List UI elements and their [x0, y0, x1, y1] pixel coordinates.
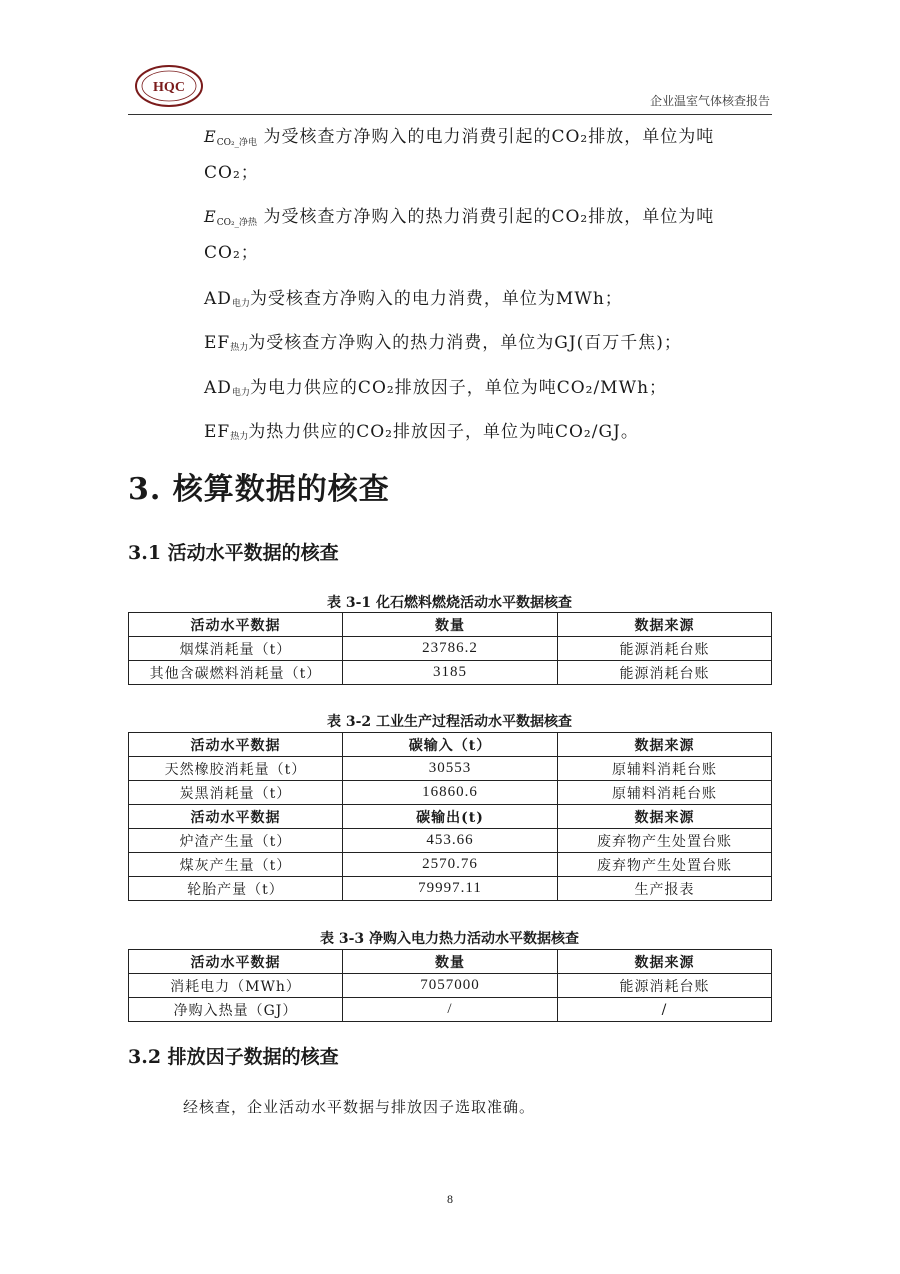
table-cell: 炭黑消耗量（t）: [129, 781, 343, 805]
table-cell: /: [343, 998, 558, 1022]
column-header: 数据来源: [558, 733, 772, 757]
table-cell: 废弃物产生处置台账: [558, 829, 772, 853]
page-number: 8: [447, 1192, 453, 1206]
table-header-row: [129, 733, 772, 757]
definition-e-net-electricity: $E_{CO_2\_净电}$ 为受核查方净购入的电力消费引起的CO₂排放，单位为吨CO₂；: [204, 127, 715, 183]
table-header-row: [129, 805, 772, 829]
table-cell: 炉渣产生量（t）: [129, 829, 343, 853]
fossil-fuel-table: [128, 612, 772, 685]
column-header: 活动水平数据: [129, 613, 343, 637]
table-cell: 煤灰产生量（t）: [129, 853, 343, 877]
table-cell: 能源消耗台账: [558, 637, 772, 661]
definition-e-net-heat: $E_{CO_2\_净热}$ 为受核查方净购入的热力消费引起的CO₂排放，单位为吨CO₂；: [204, 207, 715, 263]
table-cell: 废弃物产生处置台账: [558, 853, 772, 877]
table-cell: 23786.2: [343, 637, 558, 661]
table-cell: 16860.6: [343, 781, 558, 805]
company-logo: [134, 64, 204, 108]
table-row: [129, 853, 772, 877]
column-header: 数量: [343, 950, 558, 974]
definition-ef-heat: EF热力为受核查方净购入的热力消费，单位为GJ(百万千焦)；: [204, 333, 682, 353]
column-header: 碳输入（t）: [343, 733, 558, 757]
definition-ad-electricity-factor: AD电力为电力供应的CO₂排放因子，单位为吨CO₂/MWh；: [204, 378, 668, 398]
conclusion-text: 经核查，企业活动水平数据与排放因子选取准确。: [183, 1098, 536, 1116]
table-cell: 轮胎产量（t）: [129, 877, 343, 901]
table-cell: 原辅料消耗台账: [558, 781, 772, 805]
column-header: 数量: [343, 613, 558, 637]
table-cell: 能源消耗台账: [558, 974, 772, 998]
column-header: 活动水平数据: [129, 733, 343, 757]
column-header: 碳输出(t): [343, 805, 558, 829]
subsection-title-activity: 3.1 活动水平数据的核查: [128, 542, 339, 564]
table-cell: 烟煤消耗量（t）: [129, 637, 343, 661]
table-cell: 天然橡胶消耗量（t）: [129, 757, 343, 781]
table-cell: 原辅料消耗台账: [558, 757, 772, 781]
subsection-title-emission-factor: 3.2 排放因子数据的核查: [128, 1046, 339, 1068]
table-row: [129, 637, 772, 661]
header-divider: [128, 114, 772, 115]
table-row: [129, 877, 772, 901]
table-caption-3-1: 表 3-1 化石燃料燃烧活动水平数据核查: [326, 595, 573, 611]
column-header: 数据来源: [558, 613, 772, 637]
table-caption-3-2: 表 3-2 工业生产过程活动水平数据核查: [326, 714, 573, 730]
table-row: [129, 998, 772, 1022]
table-cell: 453.66: [343, 829, 558, 853]
report-header-title: 企业温室气体核查报告: [649, 94, 770, 108]
table-cell: 7057000: [343, 974, 558, 998]
table-caption-3-3: 表 3-3 净购入电力热力活动水平数据核查: [319, 931, 580, 947]
table-cell: 30553: [343, 757, 558, 781]
svg-text:HQC: HQC: [153, 80, 185, 95]
section-title: 3. 核算数据的核查: [128, 472, 390, 507]
table-cell: 生产报表: [558, 877, 772, 901]
table-cell: 净购入热量（GJ）: [129, 998, 343, 1022]
table-row: [129, 781, 772, 805]
table-cell: 3185: [343, 661, 558, 685]
table-row: [129, 661, 772, 685]
table-header-row: [129, 613, 772, 637]
table-cell: 其他含碳燃料消耗量（t）: [129, 661, 343, 685]
table-cell: 2570.76: [343, 853, 558, 877]
column-header: 活动水平数据: [129, 950, 343, 974]
definition-ad-electricity: AD电力为受核查方净购入的电力消费，单位为MWh；: [204, 289, 623, 309]
column-header: 数据来源: [558, 805, 772, 829]
table-row: [129, 757, 772, 781]
table-cell: /: [558, 998, 772, 1022]
table-cell: 能源消耗台账: [558, 661, 772, 685]
industrial-process-table: [128, 732, 772, 901]
table-cell: 消耗电力（MWh）: [129, 974, 343, 998]
table-header-row: [129, 950, 772, 974]
definition-ef-heat-factor: EF热力为热力供应的CO₂排放因子，单位为吨CO₂/GJ。: [204, 422, 639, 442]
table-row: [129, 974, 772, 998]
column-header: 活动水平数据: [129, 805, 343, 829]
table-cell: 79997.11: [343, 877, 558, 901]
column-header: 数据来源: [558, 950, 772, 974]
table-row: [129, 829, 772, 853]
purchased-energy-table: [128, 949, 772, 1022]
